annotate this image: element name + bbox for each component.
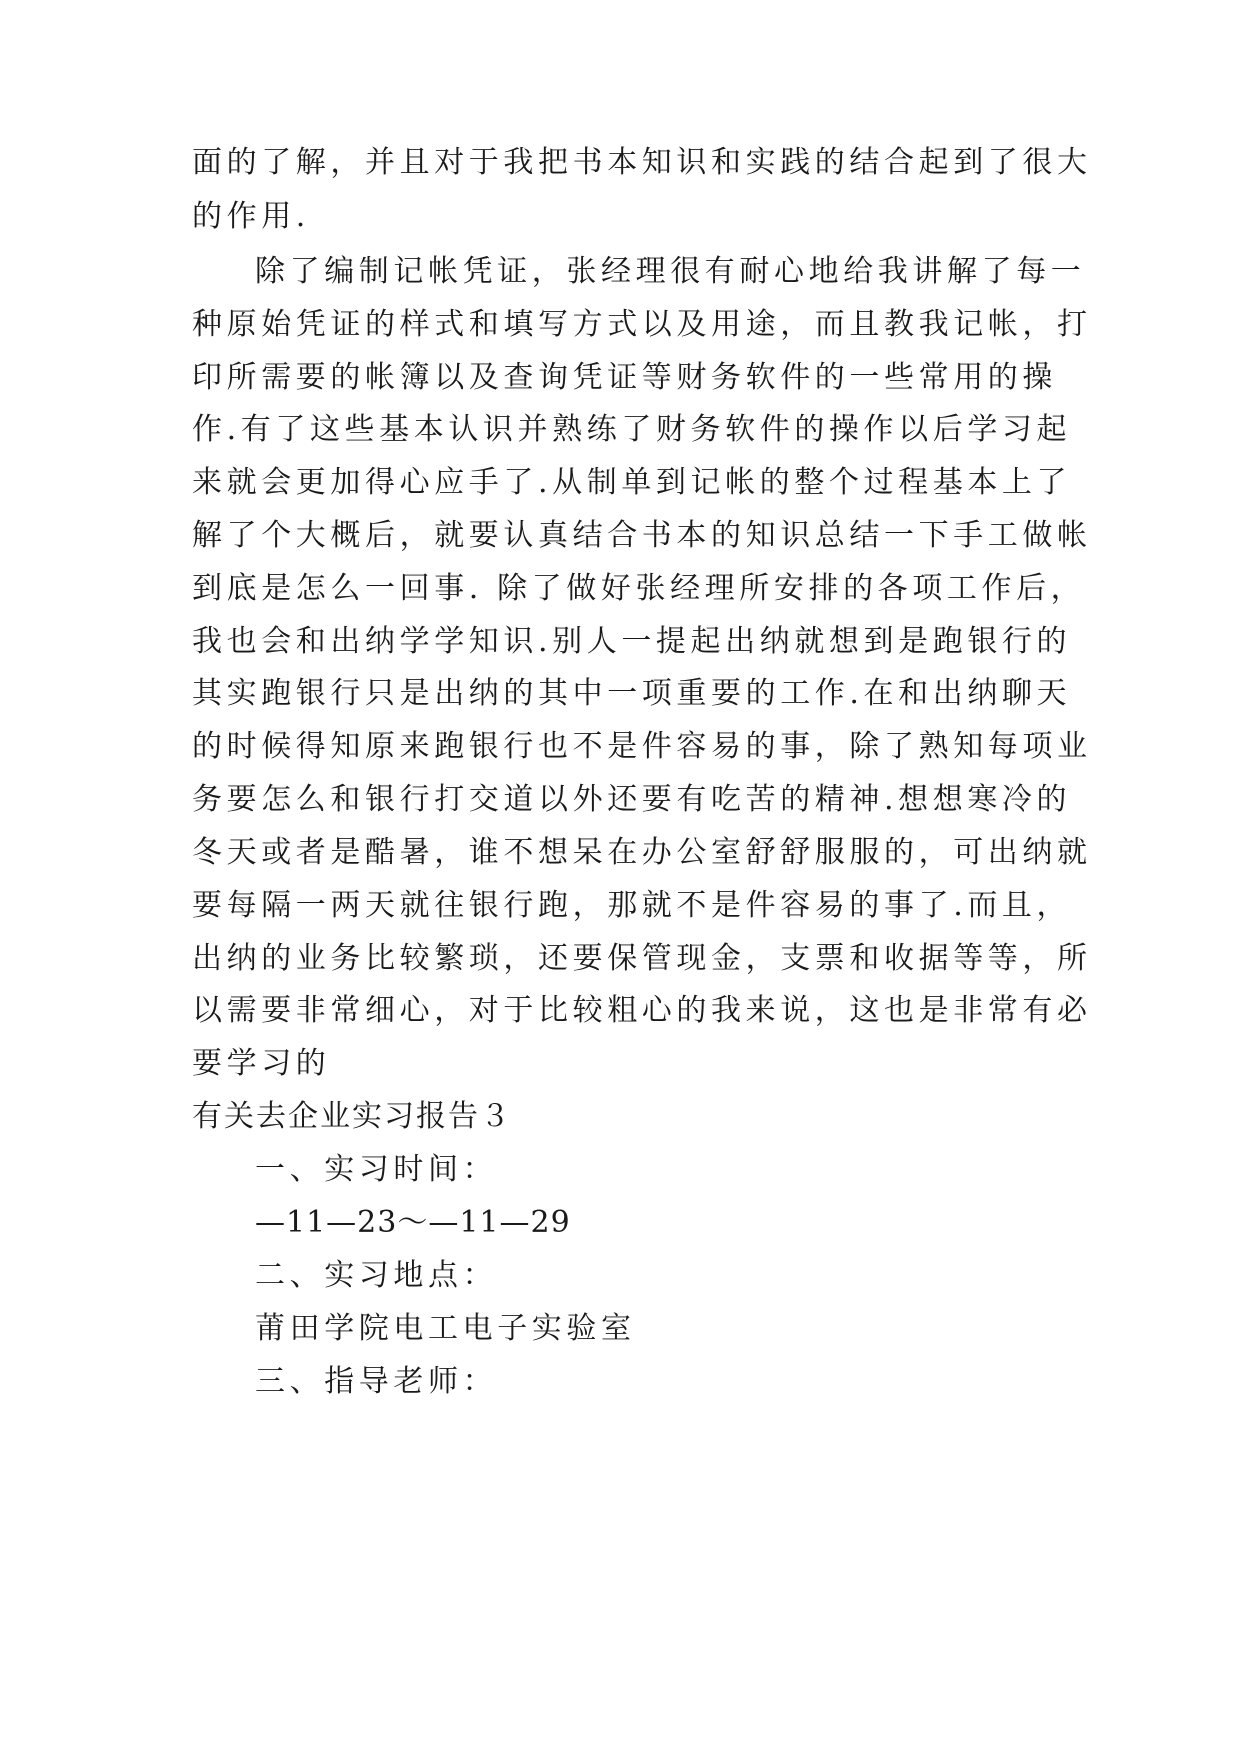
item-line: 莆田学院电工电子实验室 [255,1311,636,1346]
paragraph-line: 面的了解，并且对于我把书本知识和实践的结合起到了很大 [192,145,1092,180]
paragraph-line: 解了个大概后，就要认真结合书本的知识总结一下手工做帐 [192,518,1092,553]
paragraph-line: 我也会和出纳学学知识.别人一提起出纳就想到是跑银行的 [192,624,1072,659]
item-line: 二、实习地点： [255,1258,498,1293]
paragraph-line: 要学习的 [192,1046,331,1081]
paragraph-line: 除了编制记帐凭证，张经理很有耐心地给我讲解了每一 [255,254,1086,289]
paragraph-line: 来就会更加得心应手了.从制单到记帐的整个过程基本上了 [192,465,1072,500]
paragraph-line: 其实跑银行只是出纳的其中一项重要的工作.在和出纳聊天 [192,676,1072,711]
item-line: —11—23～—11—29 [255,1205,571,1240]
paragraph-line: 种原始凭证的样式和填写方式以及用途，而且教我记帐，打 [192,307,1092,342]
paragraph-line: 的作用. [192,199,310,234]
paragraph-line: 出纳的业务比较繁琐，还要保管现金，支票和收据等等，所 [192,941,1092,976]
paragraph-line: 以需要非常细心，对于比较粗心的我来说，这也是非常有必 [192,993,1092,1028]
item-line: 一、实习时间： [255,1152,498,1187]
item-line: 三、指导老师： [255,1364,498,1399]
paragraph-line: 要每隔一两天就往银行跑，那就不是件容易的事了.而且， [192,888,1072,923]
paragraph-line: 印所需要的帐簿以及查询凭证等财务软件的一些常用的操 [192,360,1057,395]
paragraph-line: 冬天或者是酷暑，谁不想呆在办公室舒舒服服的，可出纳就 [192,835,1092,870]
section-title: 有关去企业实习报告３ [192,1099,512,1134]
paragraph-line: 到底是怎么一回事. 除了做好张经理所安排的各项工作后， [192,571,1086,606]
paragraph-line: 务要怎么和银行打交道以外还要有吃苦的精神.想想寒冷的 [192,782,1072,817]
paragraph-line: 的时候得知原来跑银行也不是件容易的事，除了熟知每项业 [192,729,1092,764]
paragraph-line: 作.有了这些基本认识并熟练了财务软件的操作以后学习起 [192,412,1072,447]
